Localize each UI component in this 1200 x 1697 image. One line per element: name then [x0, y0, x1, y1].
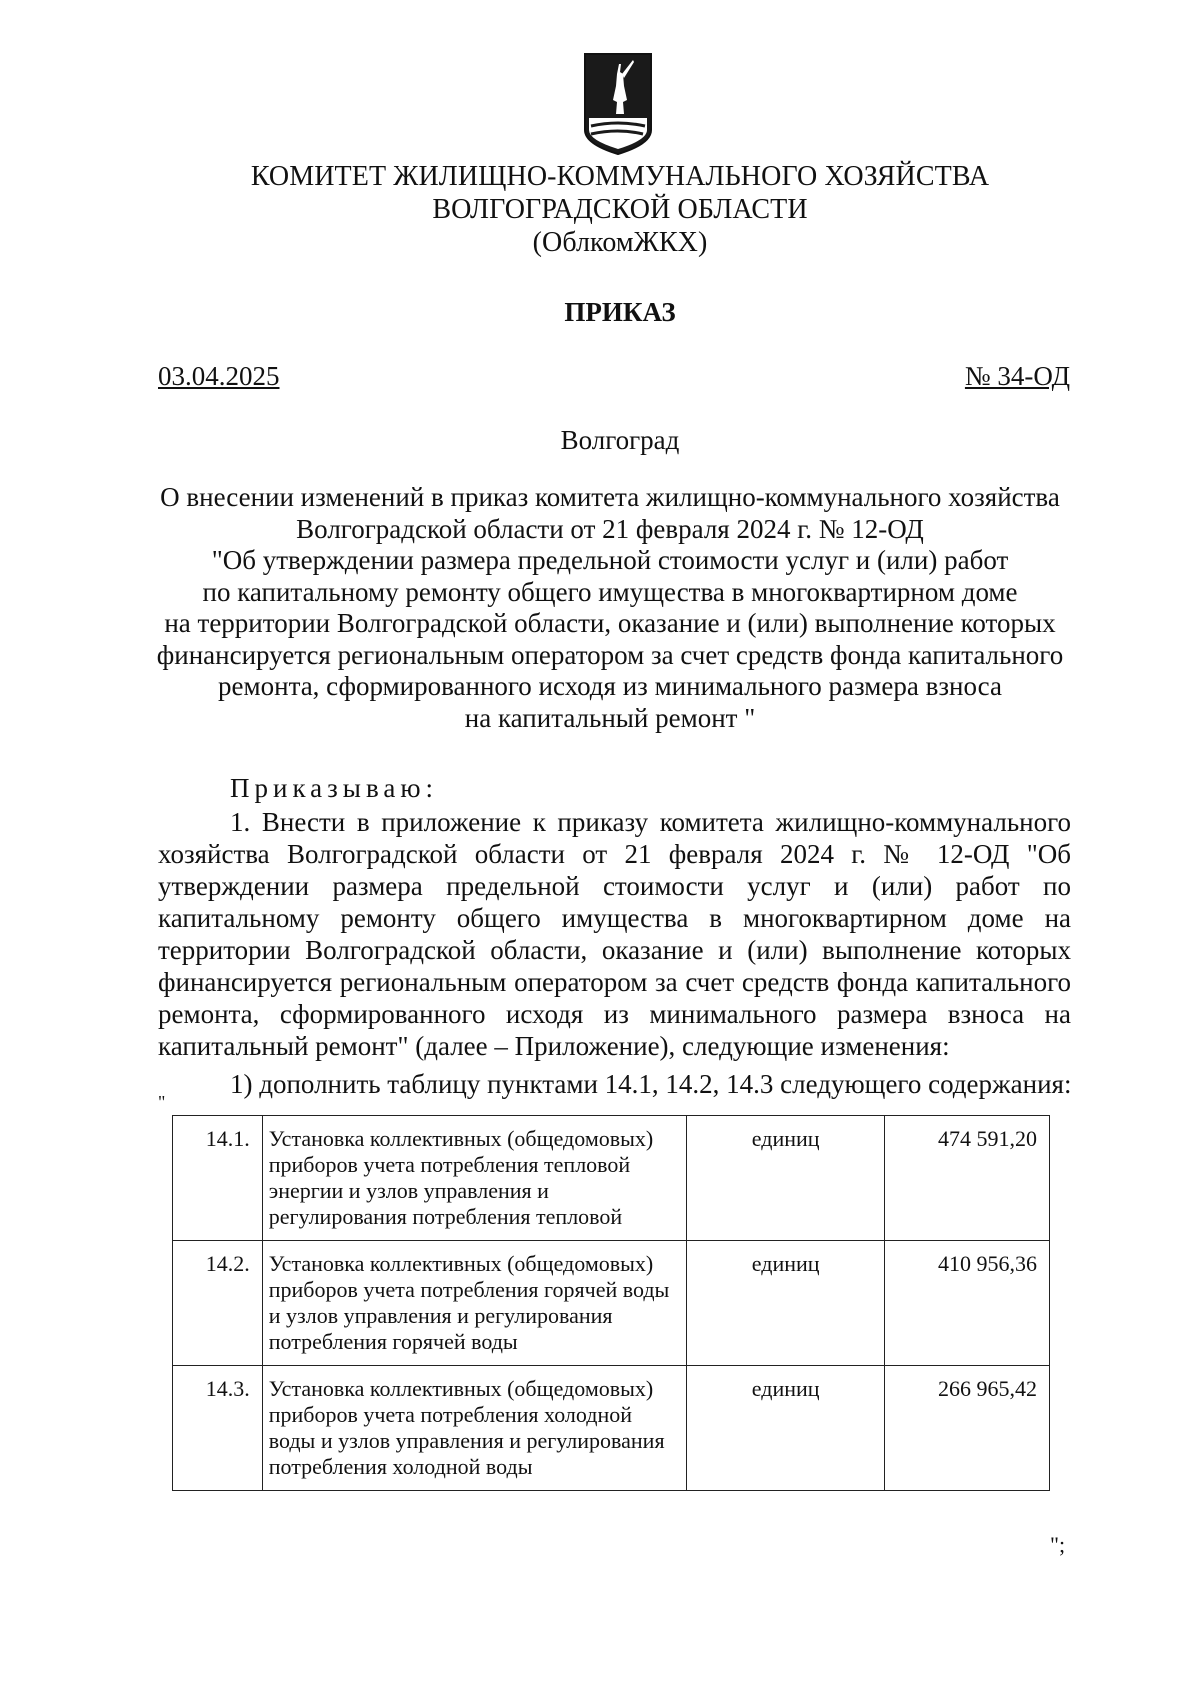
quote-close: "; — [1050, 1532, 1066, 1557]
quote-open: " — [158, 1092, 166, 1112]
document-number: № 34-ОД — [964, 361, 1070, 391]
row-value: 410 956,36 — [884, 1241, 1049, 1366]
changes-table — [172, 1115, 1050, 1491]
row-value: 474 591,20 — [884, 1116, 1049, 1241]
coat-of-arms-icon — [583, 52, 653, 156]
document-type: ПРИКАЗ — [564, 297, 676, 327]
row-number: 14.2. — [173, 1241, 263, 1366]
paragraph-1 — [158, 806, 1071, 1062]
row-number: 14.3. — [173, 1366, 263, 1491]
paragraph-1-text: 1. Внести в приложение к приказу комитета жилищно-коммунального хозяйства Волгоградской области от 21 февраля 2024 г. № 12-ОД "Об утверждении размера предельной стоимости услуг и (или) работ по капитальному ремонту общего имущества в многоквартирном доме на территории Волгоградской области, оказание и (или) выполнение которых финансируется региональным оператором за счет средств фонда капитального ремонта, сформированного исходя из минимального размера взноса на капитальный ремонт" (далее – Приложение), следующие изменения: — [158, 807, 1071, 1061]
subject-line: финансируется региональным оператором за счет средств фонда капитального — [156, 639, 1064, 670]
org-name-line1: КОМИТЕТ ЖИЛИЩНО-КОММУНАЛЬНОГО ХОЗЯЙСТВА — [250, 161, 990, 192]
table-row — [173, 1366, 1050, 1491]
row-unit: единиц — [687, 1116, 885, 1241]
row-name: Установка коллективных (общедомовых) приборов учета потребления горячей воды и узлов управления и регулирования потребления горячей воды — [262, 1241, 687, 1366]
table-row — [173, 1116, 1050, 1241]
row-value: 266 965,42 — [884, 1366, 1049, 1491]
table-row — [173, 1241, 1050, 1366]
organization-header — [0, 160, 1200, 259]
subject-line: "Об утверждении размера предельной стоимости услуг и (или) работ — [211, 545, 1009, 575]
subject-line: О внесении изменений в приказ комитета жилищно-коммунального хозяйства — [160, 482, 1060, 512]
document-date: 03.04.2025 — [158, 361, 280, 391]
org-short-name: (ОблкомЖКХ) — [532, 227, 708, 258]
document-city: Волгоград — [560, 425, 680, 455]
subject-line: ремонта, сформированного исходя из минимального размера взноса — [218, 671, 1002, 701]
row-number: 14.1. — [173, 1116, 263, 1241]
subject-line: на территории Волгоградской области, оказание и (или) выполнение которых — [164, 608, 1056, 638]
row-unit: единиц — [687, 1241, 885, 1366]
order-word: Приказываю: — [230, 773, 438, 803]
document-subject — [145, 482, 1075, 734]
subject-line: по капитальному ремонту общего имущества в многоквартирном доме — [202, 576, 1018, 607]
subject-line: на капитальный ремонт " — [464, 702, 756, 733]
item-1: 1) дополнить таблицу пунктами 14.1, 14.2, 14.3 следующего содержания: — [230, 1069, 1072, 1099]
row-unit: единиц — [687, 1366, 885, 1491]
org-name-line2: ВОЛГОГРАДСКОЙ ОБЛАСТИ — [432, 194, 808, 225]
subject-line: Волгоградской области от 21 февраля 2024 г. № 12-ОД — [296, 513, 924, 544]
row-name: Установка коллективных (общедомовых) приборов учета потребления тепловой энергии и узлов управления и регулирования потребления тепловой — [262, 1116, 687, 1241]
row-name: Установка коллективных (общедомовых) приборов учета потребления холодной воды и узлов управления и регулирования потребления холодной воды — [262, 1366, 687, 1491]
